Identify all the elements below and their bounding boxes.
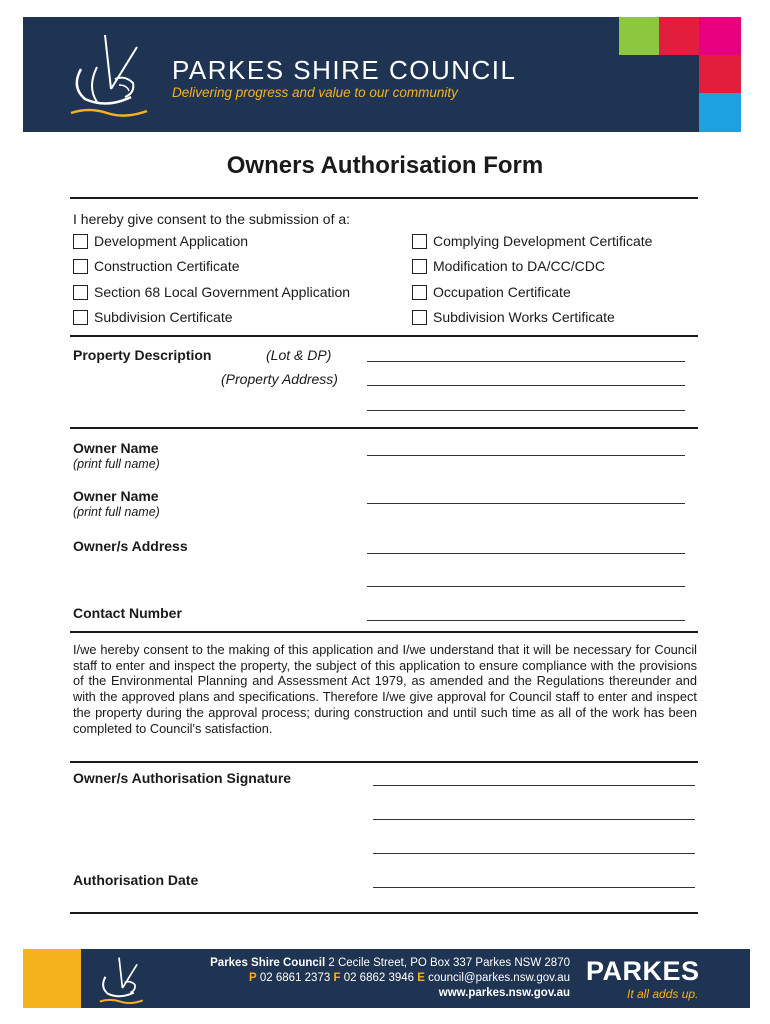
footer-address-line [210, 957, 570, 969]
parkes-brand-tagline: It all adds up. [627, 987, 699, 1001]
checkbox-box[interactable] [412, 234, 427, 249]
form-title: Owners Authorisation Form [226, 152, 544, 179]
footer-email[interactable]: council@parkes.nsw.gov.au [428, 972, 570, 984]
divider [70, 335, 698, 337]
property-address-field-2[interactable] [367, 410, 685, 411]
brand-square-magenta [699, 17, 741, 55]
checkbox-box[interactable] [412, 310, 427, 325]
checkbox-box[interactable] [73, 259, 88, 274]
lot-dp-field[interactable] [367, 361, 685, 362]
contact-number-field[interactable] [367, 620, 685, 621]
checkbox-modification[interactable] [412, 258, 605, 274]
divider [70, 631, 698, 633]
checkbox-label: Complying Development Certificate [433, 233, 653, 249]
owner-name-field-2[interactable] [367, 503, 685, 504]
divider [70, 197, 698, 199]
brand-square-blue [699, 93, 741, 132]
checkbox-section-68[interactable] [73, 284, 350, 300]
brand-square-green [619, 17, 659, 55]
checkbox-label: Subdivision Works Certificate [433, 309, 615, 325]
checkbox-box[interactable] [73, 285, 88, 300]
parkes-brand-word: PARKES [586, 956, 700, 986]
date-label: Authorisation Date [73, 872, 199, 888]
consent-paragraph: I/we hereby consent to the making of this application and I/we understand that it will be necessary for Council staff to enter and inspect the property, the subject of this application to ensure compliance with the provisions of the Environmental Planning and Assessment Act 1979, as amended and the Regulations thereunder and with the approved plans and specifications. Therefore I/we give approval for Council staff to enter and inspect the property during the approval process; during construction and until such time as all of the work has been completed to Council's satisfaction. [73, 642, 697, 736]
checkbox-label: Section 68 Local Government Application [94, 284, 351, 300]
property-description-label: Property Description [73, 347, 212, 363]
footer-website[interactable]: www.parkes.nsw.gov.au [438, 987, 570, 999]
footer-banner [23, 949, 750, 1008]
owner-name-hint-1: (print full name) [73, 457, 160, 471]
owner-name-hint-2: (print full name) [73, 505, 160, 519]
checkbox-label: Modification to DA/CC/CDC [433, 258, 605, 274]
org-tagline: Delivering progress and value to our community [172, 85, 458, 100]
date-field[interactable] [373, 887, 695, 888]
owners-address-label: Owner/s Address [73, 538, 188, 554]
org-name: PARKES SHIRE COUNCIL [172, 55, 517, 85]
checkbox-development-application[interactable] [73, 233, 248, 249]
checkbox-box[interactable] [412, 285, 427, 300]
signature-field[interactable] [373, 785, 695, 786]
property-address-field[interactable] [367, 385, 685, 386]
footer-accent-block [23, 949, 81, 1008]
intro-text: I hereby give consent to the submission of a: [73, 211, 351, 227]
owner-name-label-2: Owner Name [73, 488, 159, 504]
council-logo-icon [67, 27, 157, 119]
lot-dp-label: (Lot & DP) [266, 347, 332, 363]
signature-field-3[interactable] [373, 853, 695, 854]
council-logo-icon [95, 953, 151, 1005]
footer-contact-line [249, 972, 570, 984]
checkbox-complying-development-certificate[interactable] [412, 233, 652, 249]
owners-address-field-2[interactable] [367, 586, 685, 587]
email-prefix: E [417, 972, 425, 984]
brand-square-red-2 [699, 55, 741, 93]
checkbox-construction-certificate[interactable] [73, 258, 240, 274]
signature-label: Owner/s Authorisation Signature [73, 770, 292, 786]
owner-name-field-1[interactable] [367, 455, 685, 456]
phone-prefix: P [249, 972, 257, 984]
divider [70, 427, 698, 429]
checkbox-box[interactable] [412, 259, 427, 274]
checkbox-label: Subdivision Certificate [94, 309, 233, 325]
footer-org-name: Parkes Shire Council [210, 957, 326, 969]
checkbox-label: Occupation Certificate [433, 284, 571, 300]
contact-number-label: Contact Number [73, 605, 182, 621]
footer-address: 2 Cecile Street, PO Box 337 Parkes NSW 2870 [328, 957, 570, 969]
checkbox-occupation-certificate[interactable] [412, 284, 571, 300]
signature-field-2[interactable] [373, 819, 695, 820]
checkbox-box[interactable] [73, 310, 88, 325]
owner-name-label-1: Owner Name [73, 440, 159, 456]
checkbox-subdivision-certificate[interactable] [73, 309, 233, 325]
footer-website-line [439, 987, 570, 999]
property-address-label: (Property Address) [221, 371, 338, 387]
checkbox-subdivision-works-certificate[interactable] [412, 309, 615, 325]
divider [70, 912, 698, 914]
owners-address-field[interactable] [367, 553, 685, 554]
checkbox-box[interactable] [73, 234, 88, 249]
brand-square-red [659, 17, 699, 55]
checkbox-label: Construction Certificate [94, 258, 240, 274]
footer-fax: 02 6862 3946 [343, 972, 415, 984]
fax-prefix: F [333, 972, 341, 984]
footer-phone: 02 6861 2373 [259, 972, 331, 984]
checkbox-label: Development Application [94, 233, 249, 249]
divider [70, 761, 698, 763]
header-banner [23, 17, 741, 132]
